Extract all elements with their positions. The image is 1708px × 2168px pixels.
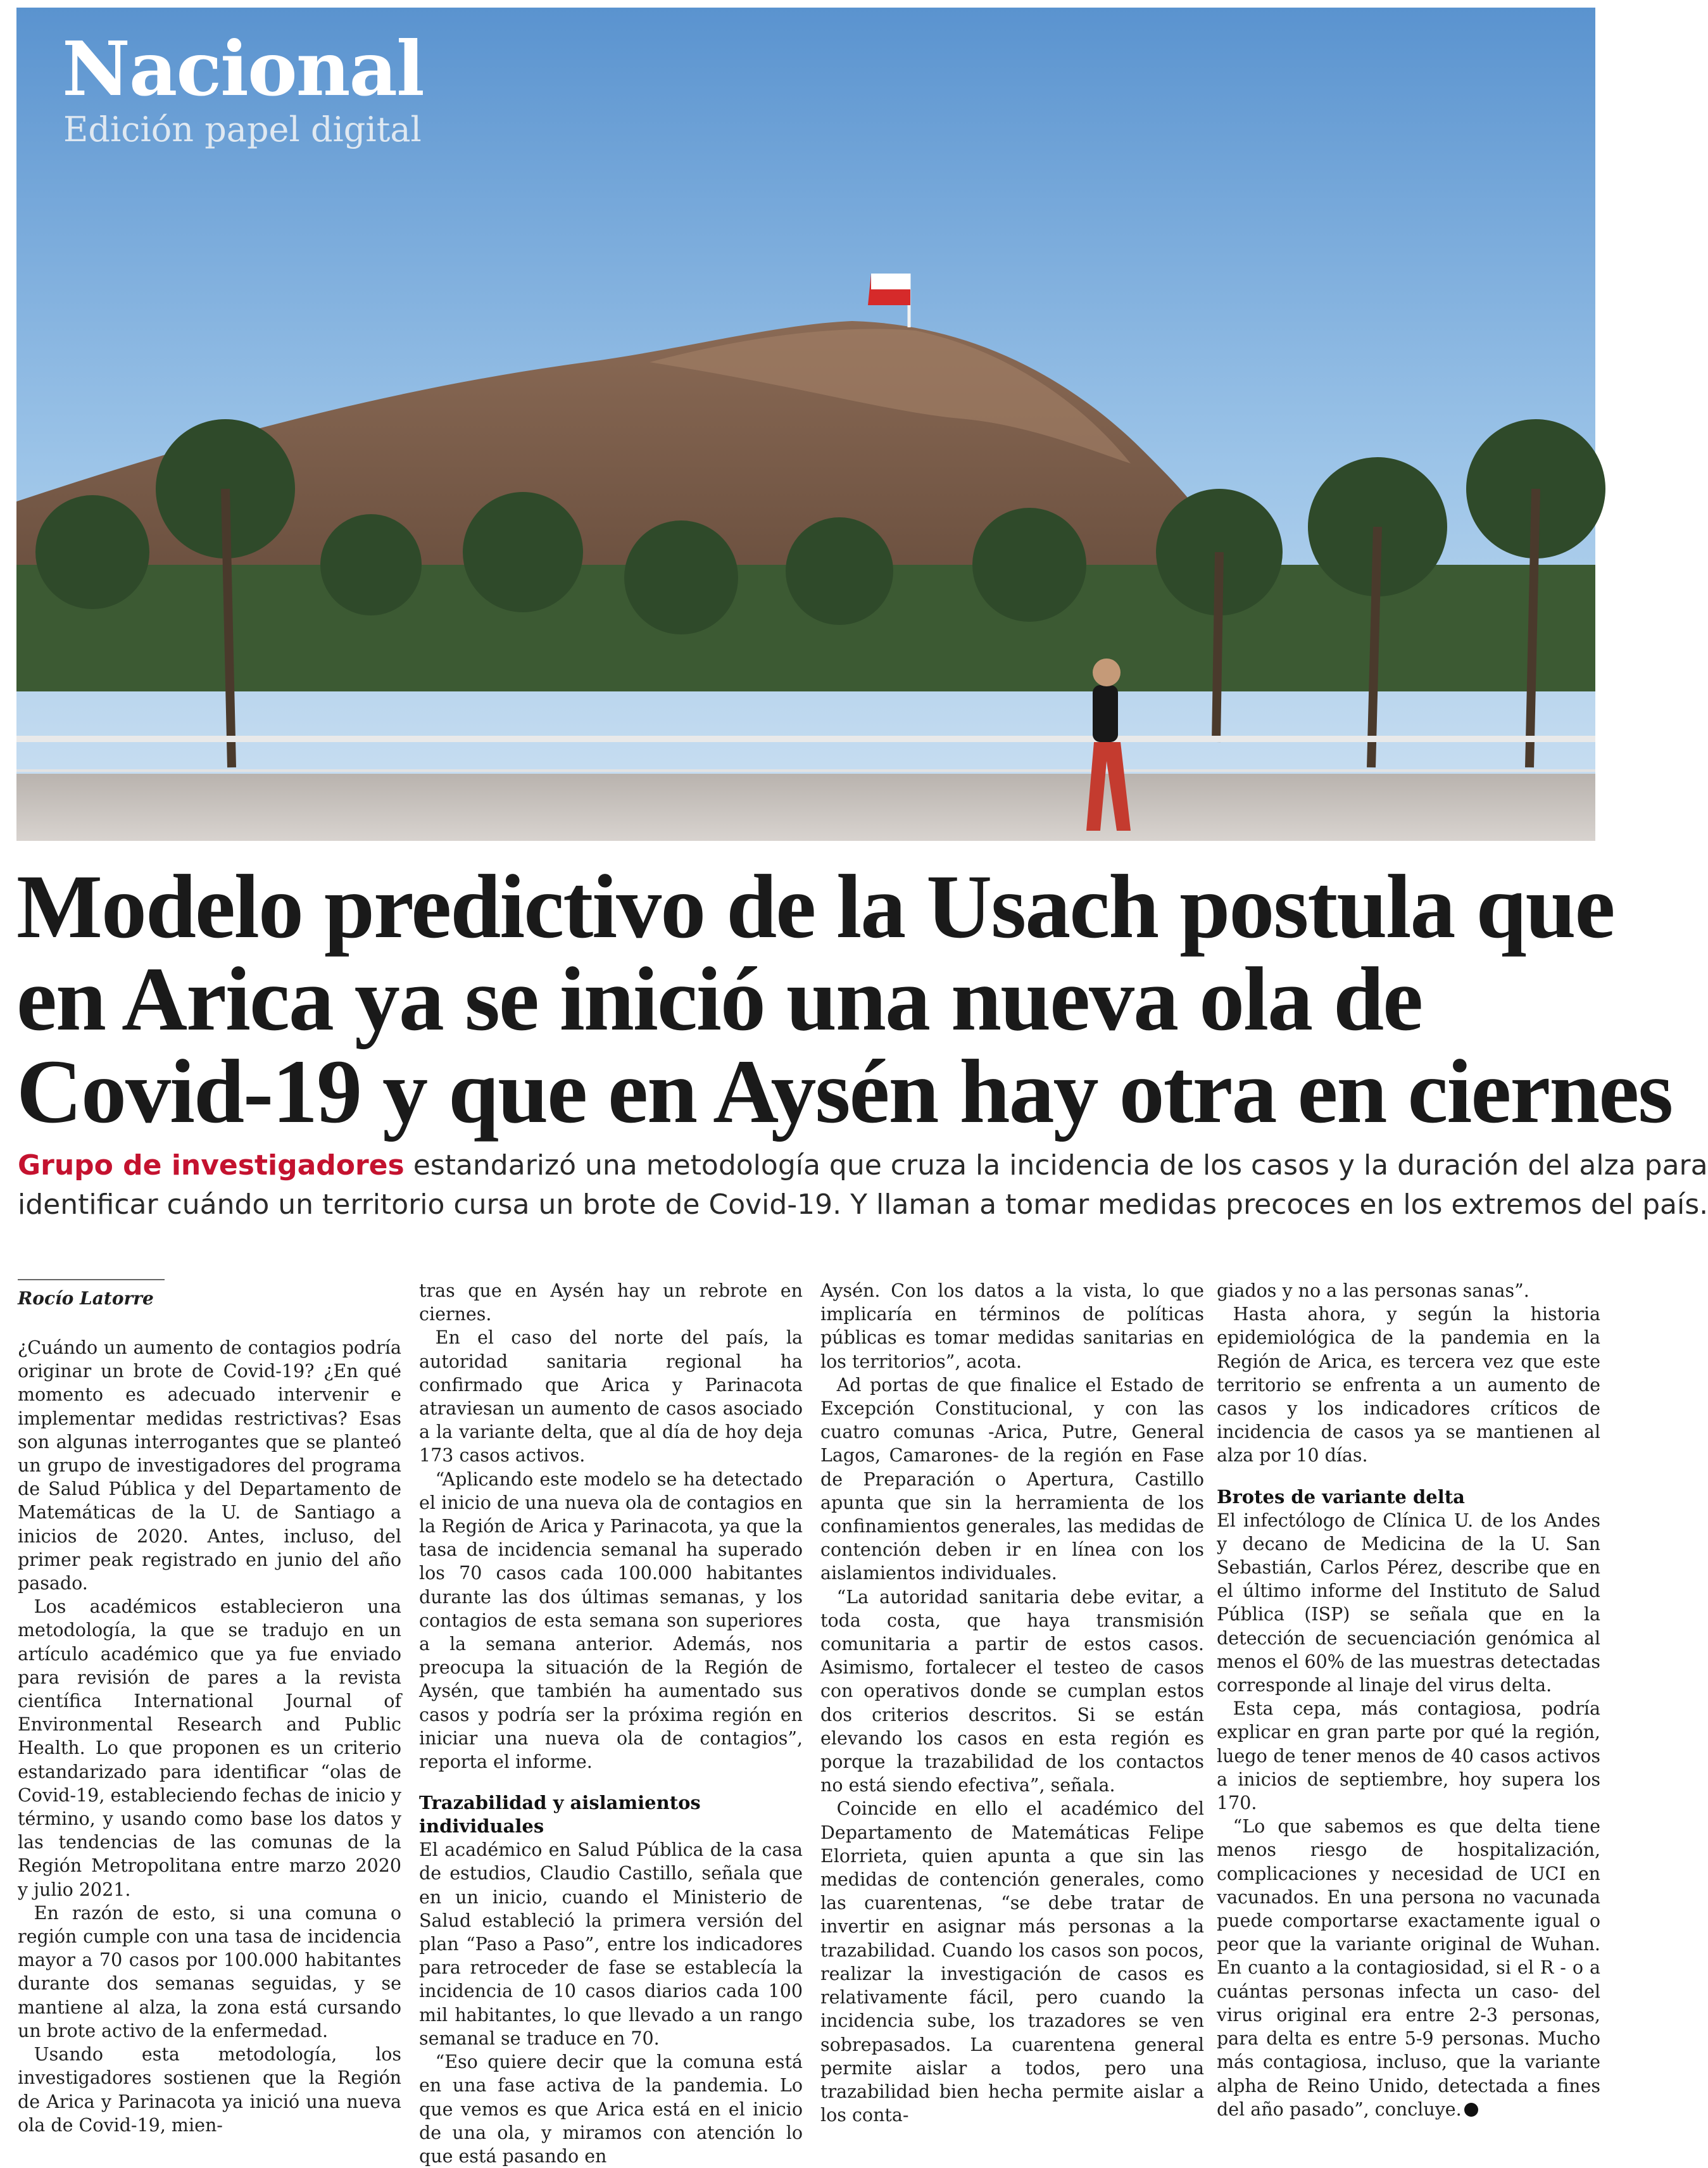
paragraph: Ad portas de que finalice el Estado de Excepción Constitucional, y con las cuatro comunas -Arica, Putre, General Lagos, Camarones- de la región en Fase de Preparación o Apertura, Castillo apunta que sin la herramienta de los confinamientos generales, las medidas de contención deben ir en línea con los aislamientos individuales. xyxy=(820,1374,1204,1584)
byline-rule xyxy=(18,1279,165,1280)
lead-kicker: Grupo de investigadores xyxy=(18,1149,405,1182)
paragraph: En el caso del norte del país, la autoridad sanitaria regional ha confirmado que Arica y Parinacota atraviesan un aumento de casos asociado a la variante delta, que al día de hoy deja 173 casos activos. xyxy=(419,1327,803,1466)
lead-text: estandarizó una metodología que cruza la incidencia de los casos y la duración del alza para xyxy=(404,1149,1708,1182)
headline-line: Covid-19 y que en Aysén hay otra en ciernes xyxy=(16,1042,1673,1142)
paragraph: Esta cepa, más contagiosa, podría explicar en gran parte por qué la región, luego de tener menos de 40 casos activos a inicios de septiembre, hoy supera los 170. xyxy=(1217,1698,1600,1814)
headline xyxy=(16,857,1673,1142)
paragraph: ¿Cuándo un aumento de contagios podría originar un brote de Covid-19? ¿En qué momento es adecuado intervenir e implementar medidas restrictivas? Esas son algunas interrogantes que se planteó un grupo de investigadores del programa de Salud Pública y del Departamento de Matemáticas de la U. de Santiago a inicios de 2020. Antes, incluso, del primer peak registrado en junio del año pasado. xyxy=(18,1337,401,1594)
lead-line xyxy=(18,1146,1708,1185)
section-label: Nacional xyxy=(62,25,424,113)
paragraph: Usando esta metodología, los investigadores sostienen que la Región de Arica y Parinacota ya inició una nueva ola de Covid-19, mien- xyxy=(18,2044,401,2136)
column-1 xyxy=(18,1279,401,2136)
headline-line: en Arica ya se inició una nueva ola de xyxy=(16,949,1422,1050)
paragraph: “Eso quiere decir que la comuna está en una fase activa de la pandemia. Lo que vemos es que Arica está en el inicio de una ola, y miramos con atención lo que está pasando en xyxy=(419,2051,803,2167)
end-mark-icon xyxy=(1464,2103,1478,2117)
paragraph: Los académicos establecieron una metodología, la que se tradujo en un artículo académico que ya fue enviado para revisión de pares a la revista científica International Journal of Environmental Research and Public Health. Lo que proponen es un criterio estandarizado para identificar “olas de Covid-19, estableciendo fechas de inicio y término, y usando como base los datos y las tendencias de las comunas de la Región Metropolitana entre marzo 2020 y julio 2021. xyxy=(18,1596,401,1900)
paragraph: En razón de esto, si una comuna o región cumple con una tasa de incidencia mayor a 70 casos por 100.000 habitantes durante dos semanas seguidas, y se mantiene al alza, la zona está cursando un brote activo de la enfermedad. xyxy=(18,1902,401,2041)
lead-line: identificar cuándo un territorio cursa un brote de Covid-19. Y llaman a tomar medidas precoces en los extremos del país. xyxy=(18,1188,1708,1221)
lead-paragraph xyxy=(18,1146,1708,1225)
paragraph xyxy=(1217,1815,1600,2121)
subheading: Trazabilidad y aislamientos individuales xyxy=(419,1792,701,1837)
paragraph: tras que en Aysén hay un rebrote en ciernes. xyxy=(419,1280,803,1325)
byline: Rocío Latorre xyxy=(18,1288,154,1309)
paragraph: Coincide en ello el académico del Departamento de Matemáticas Felipe Elorrieta, quien apunta a que sin las medidas de contención generales, como las cuarentenas, “se debe tratar de invertir en asignar más personas a la trazabilidad. Cuando los casos son pocos, realizar la investigación de casos es relativamente fácil, pero cuando la incidencia sube, los trazadores se ven sobrepasados. La cuarentena general permite aislar a todos, pero una trazabilidad bien hecha permite aislar a los conta- xyxy=(820,1798,1204,2126)
paragraph: Hasta ahora, y según la historia epidemiológica de la pandemia en la Región de Arica, es tercera vez que este territorio se enfrenta a un aumento de casos y los indicadores críticos de incidencia de casos ya se mantienen al alza por 10 días. xyxy=(1217,1304,1600,1466)
paragraph-text: “Lo que sabemos es que delta tiene menos riesgo de hospitalización, complicaciones y necesidad de UCI en vacunados. En una persona no vacunada puede comportarse exactamente igual o peor que la variante original de Wuhan. En cuanto a la contagiosidad, si el R - o a cuántas personas infecta un caso- del virus original era entre 2-3 personas, para delta es entre 5-9 personas. Mucho más contagiosa, incluso, que la variante alpha de Reino Unido, detectada a fines del año pasado”, concluye. xyxy=(1217,1816,1600,2120)
paragraph: Aysén. Con los datos a la vista, lo que implicaría en términos de políticas públicas es tomar medidas sanitarias en los territorios”, acota. xyxy=(820,1280,1204,1372)
paragraph: “La autoridad sanitaria debe evitar, a toda costa, que haya transmisión comunitaria a partir de estos casos. Asimismo, fortalecer el testeo de casos con operativos donde se cumplan estos dos criterios descritos. Si se están elevando los casos en esta región es porque la trazabilidad de los contactos no está siendo efectiva”, señala. xyxy=(820,1586,1204,1796)
paragraph: El académico en Salud Pública de la casa de estudios, Claudio Castillo, señala que en un inicio, cuando el Ministerio de Salud estableció la primera versión del plan “Paso a Paso”, entre los indicadores para retroceder de fase se establecía la incidencia de 10 casos diarios cada 100 mil habitantes, lo que llevado a un rango semanal se traduce en 70. xyxy=(419,1839,803,2049)
column-3 xyxy=(820,1279,1204,2126)
paragraph: giados y no a las personas sanas”. xyxy=(1217,1280,1529,1301)
column-2 xyxy=(419,1279,803,2167)
headline-line: Modelo predictivo de la Usach postula que xyxy=(16,857,1614,957)
hero-photo xyxy=(16,8,1595,841)
section-sublabel: Edición papel digital xyxy=(63,110,422,149)
paragraph: “Aplicando este modelo se ha detectado el inicio de una nueva ola de contagios en la Región de Arica y Parinacota, ya que la tasa de incidencia semanal ha superado los 70 casos cada 100.000 habitantes durante las dos últimas semanas, y los contagios de esta semana son superiores a la semana anterior. Además, nos preocupa la situación de la Región de Aysén, que también ha aumentado sus casos y podría ser la próxima región en iniciar una nueva ola de contagios”, reporta el informe. xyxy=(419,1468,803,1773)
paragraph: El infectólogo de Clínica U. de los Andes y decano de Medicina de la U. San Sebastián, Carlos Pérez, describe que en el último informe del Instituto de Salud Pública (ISP) se señala que en la detección de secuenciación genómica al menos el 60% de las muestras detectadas corresponde al linaje del virus delta. xyxy=(1217,1509,1600,1696)
subheading: Brotes de variante delta xyxy=(1217,1485,1465,1508)
column-4 xyxy=(1217,1279,1600,2120)
